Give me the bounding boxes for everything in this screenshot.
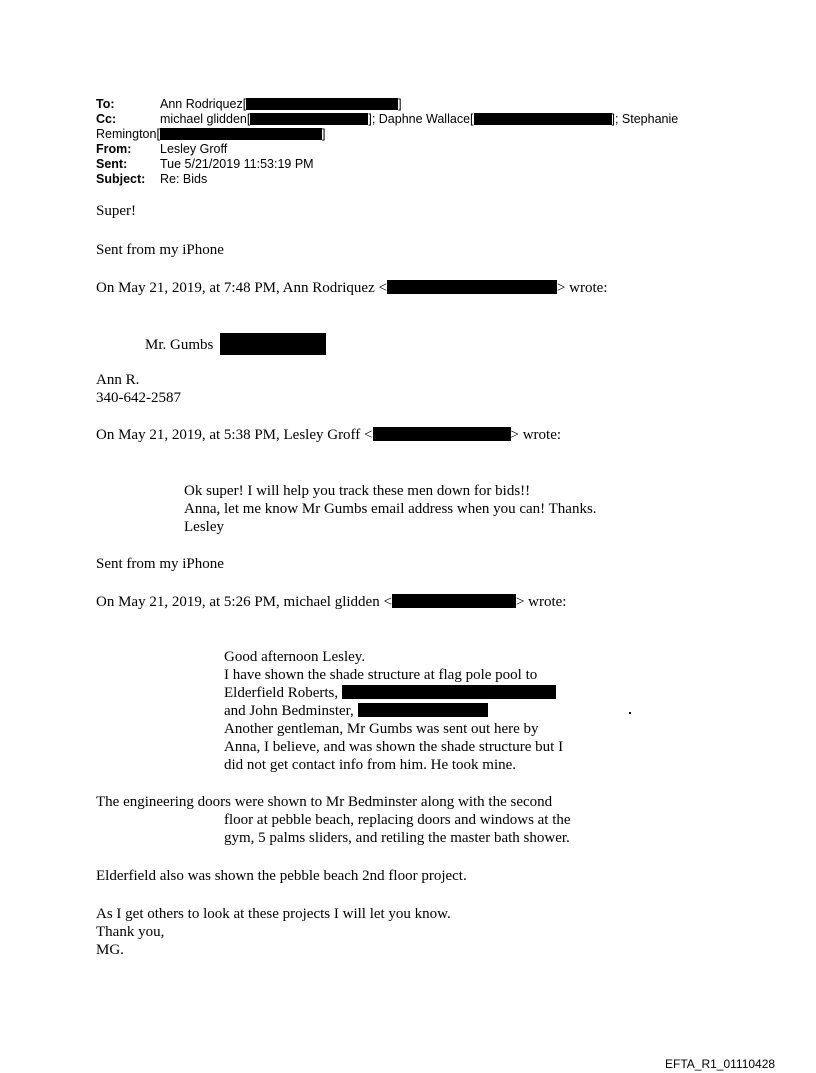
body-line: Anna, I believe, and was shown the shade structure but I	[224, 739, 564, 755]
body-line: Ok super! I will help you track these men down for bids!!	[184, 483, 531, 499]
attribution-text: > wrote:	[556, 280, 608, 296]
attribution-text: On May 21, 2019, at 5:26 PM, michael glidden <	[96, 594, 392, 610]
body-line: gym, 5 palms sliders, and retiling the master bath shower.	[224, 830, 570, 846]
attribution-text: On May 21, 2019, at 5:38 PM, Lesley Groff <	[96, 427, 373, 443]
body-line: Lesley	[184, 519, 224, 535]
redaction-box	[342, 685, 556, 699]
cc-name-2: ]; Daphne Wallace[	[368, 112, 474, 126]
redaction-box	[392, 594, 516, 608]
body-line: Anna, let me know Mr Gumbs email address when you can! Thanks.	[184, 501, 597, 517]
redaction-box	[387, 280, 557, 294]
body-line: Ann R.	[96, 372, 140, 388]
attribution-text: > wrote:	[515, 594, 567, 610]
attribution-text: > wrote:	[510, 427, 562, 443]
document-id: EFTA_R1_01110428	[665, 1057, 776, 1071]
cc-name-1: michael glidden[	[160, 112, 251, 126]
sent-label: Sent:	[96, 157, 128, 171]
quote-attribution	[96, 426, 561, 444]
from-value: Lesley Groff	[160, 142, 228, 156]
body-line: As I get others to look at these projects I will let you know.	[96, 906, 451, 922]
body-line	[145, 333, 326, 355]
body-line: Good afternoon Lesley.	[224, 649, 366, 665]
redaction-box	[373, 427, 511, 441]
signature: MG.	[96, 942, 124, 958]
to-close: ]	[398, 97, 402, 111]
body-line: Sent from my iPhone	[96, 242, 224, 258]
cc-name-3: ]; Stephanie	[611, 112, 679, 126]
body-line: Another gentleman, Mr Gumbs was sent out here by	[224, 721, 539, 737]
body-line: did not get contact info from him. He took mine.	[224, 757, 517, 773]
body-line: Super!	[96, 203, 136, 219]
subject-value: Re: Bids	[160, 172, 208, 186]
quote-attribution	[96, 593, 566, 611]
body-line: I have shown the shade structure at flag pole pool to	[224, 667, 538, 683]
to-label: To:	[96, 97, 115, 111]
redaction-box	[220, 333, 326, 355]
redaction-box	[358, 703, 488, 717]
phone-number: 340-642-2587	[96, 390, 181, 406]
body-line: floor at pebble beach, replacing doors and windows at the	[224, 812, 571, 828]
stray-dot	[629, 712, 631, 714]
body-line: Thank you,	[96, 924, 165, 940]
contact-name: Mr. Gumbs	[145, 337, 214, 353]
body-line: The engineering doors were shown to Mr Bedminster along with the second	[96, 794, 553, 810]
to-name: Ann Rodriquez[	[160, 97, 247, 111]
attribution-text: On May 21, 2019, at 7:48 PM, Ann Rodriquez <	[96, 280, 387, 296]
sent-value: Tue 5/21/2019 11:53:19 PM	[160, 157, 314, 171]
contact-name: and John Bedminster,	[224, 703, 354, 719]
cc-close: ]	[321, 127, 326, 141]
body-line: Elderfield also was shown the pebble beach 2nd floor project.	[96, 868, 467, 884]
cc-name-3-cont: Remington[	[96, 127, 160, 141]
contact-name: Elderfield Roberts,	[224, 685, 339, 701]
quote-attribution	[96, 279, 607, 297]
cc-label: Cc:	[96, 112, 117, 126]
body-line	[224, 684, 556, 702]
body-line: Sent from my iPhone	[96, 556, 224, 572]
body-line	[224, 702, 488, 720]
from-label: From:	[96, 142, 132, 156]
subject-label: Subject:	[96, 172, 146, 186]
